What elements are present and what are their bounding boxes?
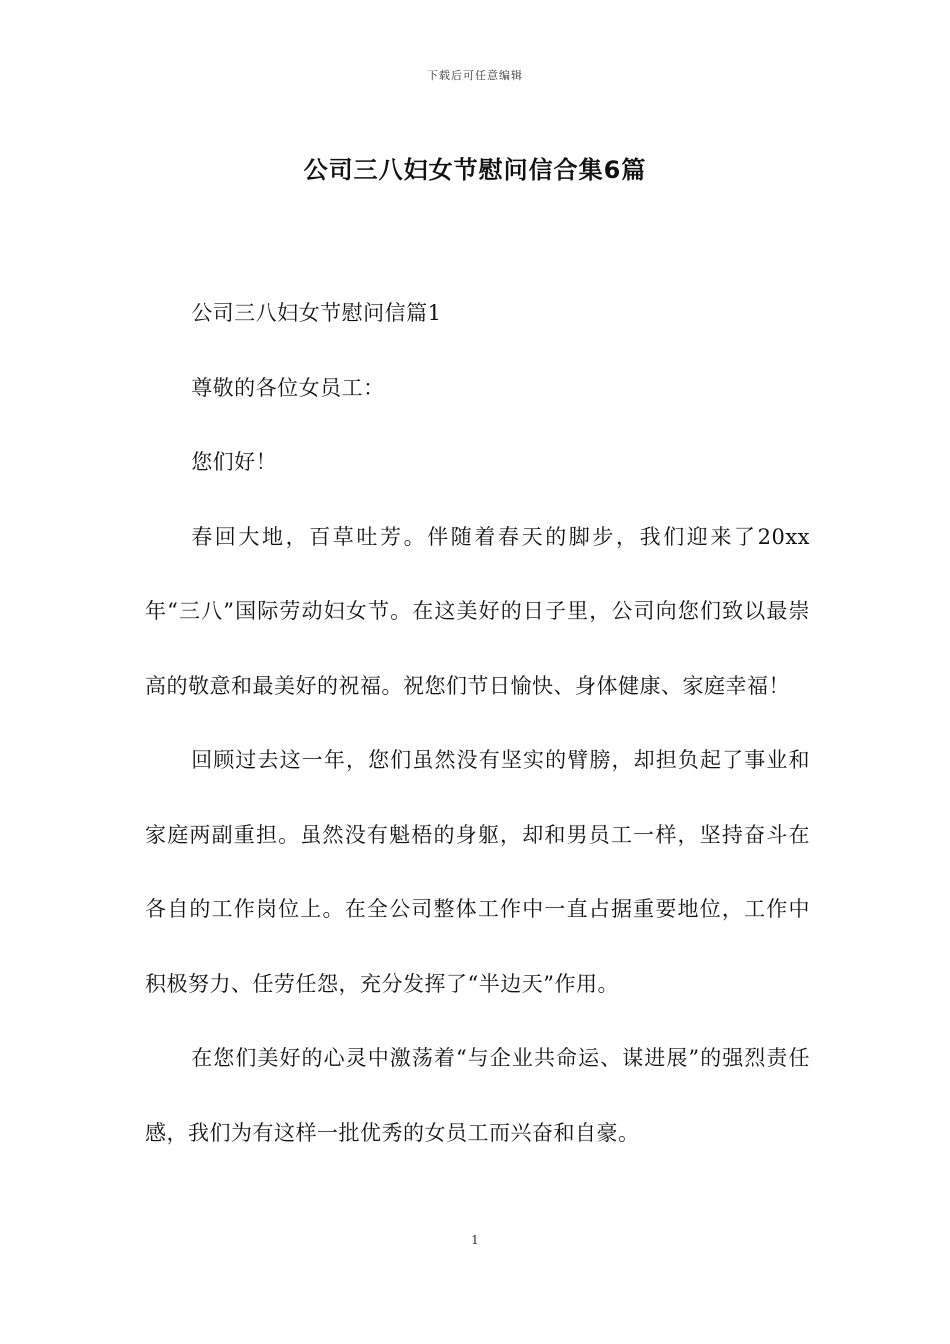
section-heading: 公司三八妇女节慰问信篇1	[191, 301, 442, 325]
document-title: 公司三八妇女节慰问信合集6篇	[303, 156, 647, 184]
body-paragraph: 在您们美好的心灵中激荡着“与企业共命运、谋进展”的强烈责任感，我们为有这样一批优秀的女员工而兴奋和自豪。	[145, 1046, 810, 1145]
document-body	[145, 276, 810, 1170]
greeting: 您们好！	[191, 450, 278, 474]
body-paragraph: 回顾过去这一年，您们虽然没有坚实的臂膀，却担负起了事业和家庭两副重担。虽然没有魁梧的身躯，却和男员工一样，坚持奋斗在各自的工作岗位上。在全公司整体工作中一直占据重要地位，工作中积极努力、任劳任怨，充分发挥了“半边天”作用。	[145, 748, 810, 996]
page-number: 1	[471, 1233, 479, 1247]
header-note: 下载后可任意编辑	[427, 69, 523, 82]
body-paragraph: 春回大地，百草吐芳。伴随着春天的脚步，我们迎来了20xx年“三八”国际劳动妇女节。在这美好的日子里，公司向您们致以最崇高的敬意和最美好的祝福。祝您们节日愉快、身体健康、家庭幸福！	[145, 524, 810, 698]
salutation: 尊敬的各位女员工：	[191, 375, 385, 400]
